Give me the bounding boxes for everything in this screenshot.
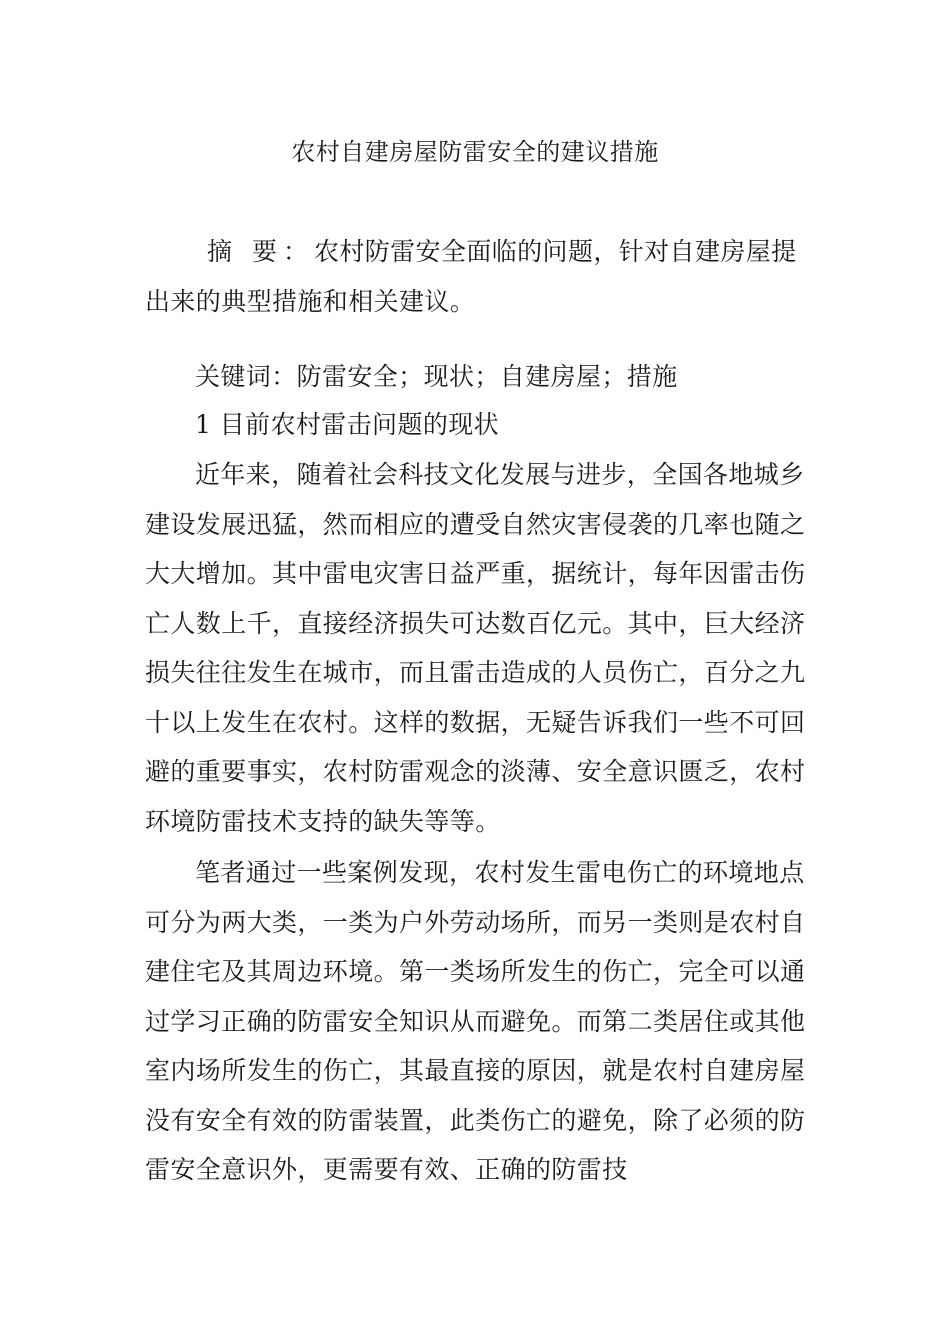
abstract-paragraph <box>145 227 815 326</box>
keywords-paragraph <box>145 352 815 402</box>
section-heading: 1 目前农村雷击问题的现状 <box>195 410 500 439</box>
body-paragraph-1: 近年来，随着社会科技文化发展与进步，全国各地城乡建设发展迅猛，然而相应的遭受自然灾害侵袭的几率也随之大大增加。其中雷电灾害日益严重，据统计，每年因雷击伤亡人数上千，直接经济损失可达数百亿元。其中，巨大经济损失往往发生在城市，而且雷击造成的人员伤亡，百分之九十以上发生在农村。这样的数据，无疑告诉我们一些不可回避的重要事实，农村防雷观念的淡薄、安全意识匮乏，农村环境防雷技术支持的缺失等等。 <box>145 460 806 836</box>
document-title: 农村自建房屋防雷安全的建议措施 <box>291 138 659 166</box>
abstract-text: 农村防雷安全面临的问题，针对自建房屋提出来的典型措施和相关建议。 <box>145 237 797 316</box>
abstract-label: 摘 要： <box>207 237 314 266</box>
keywords-label: 关键词： <box>195 362 297 391</box>
body-paragraph-2: 笔者通过一些案例发现，农村发生雷电伤亡的环境地点可分为两大类，一类为户外劳动场所，而另一类则是农村自建住宅及其周边环境。第一类场所发生的伤亡，完全可以通过学习正确的防雷安全知识从而避免。而第二类居住或其他室内场所发生的伤亡，其最直接的原因，就是农村自建房屋没有安全有效的防雷装置，此类伤亡的避免，除了必须的防雷安全意识外，更需要有效、正确的防雷技 <box>145 858 806 1184</box>
keywords-text: 防雷安全；现状；自建房屋；措施 <box>296 362 678 391</box>
